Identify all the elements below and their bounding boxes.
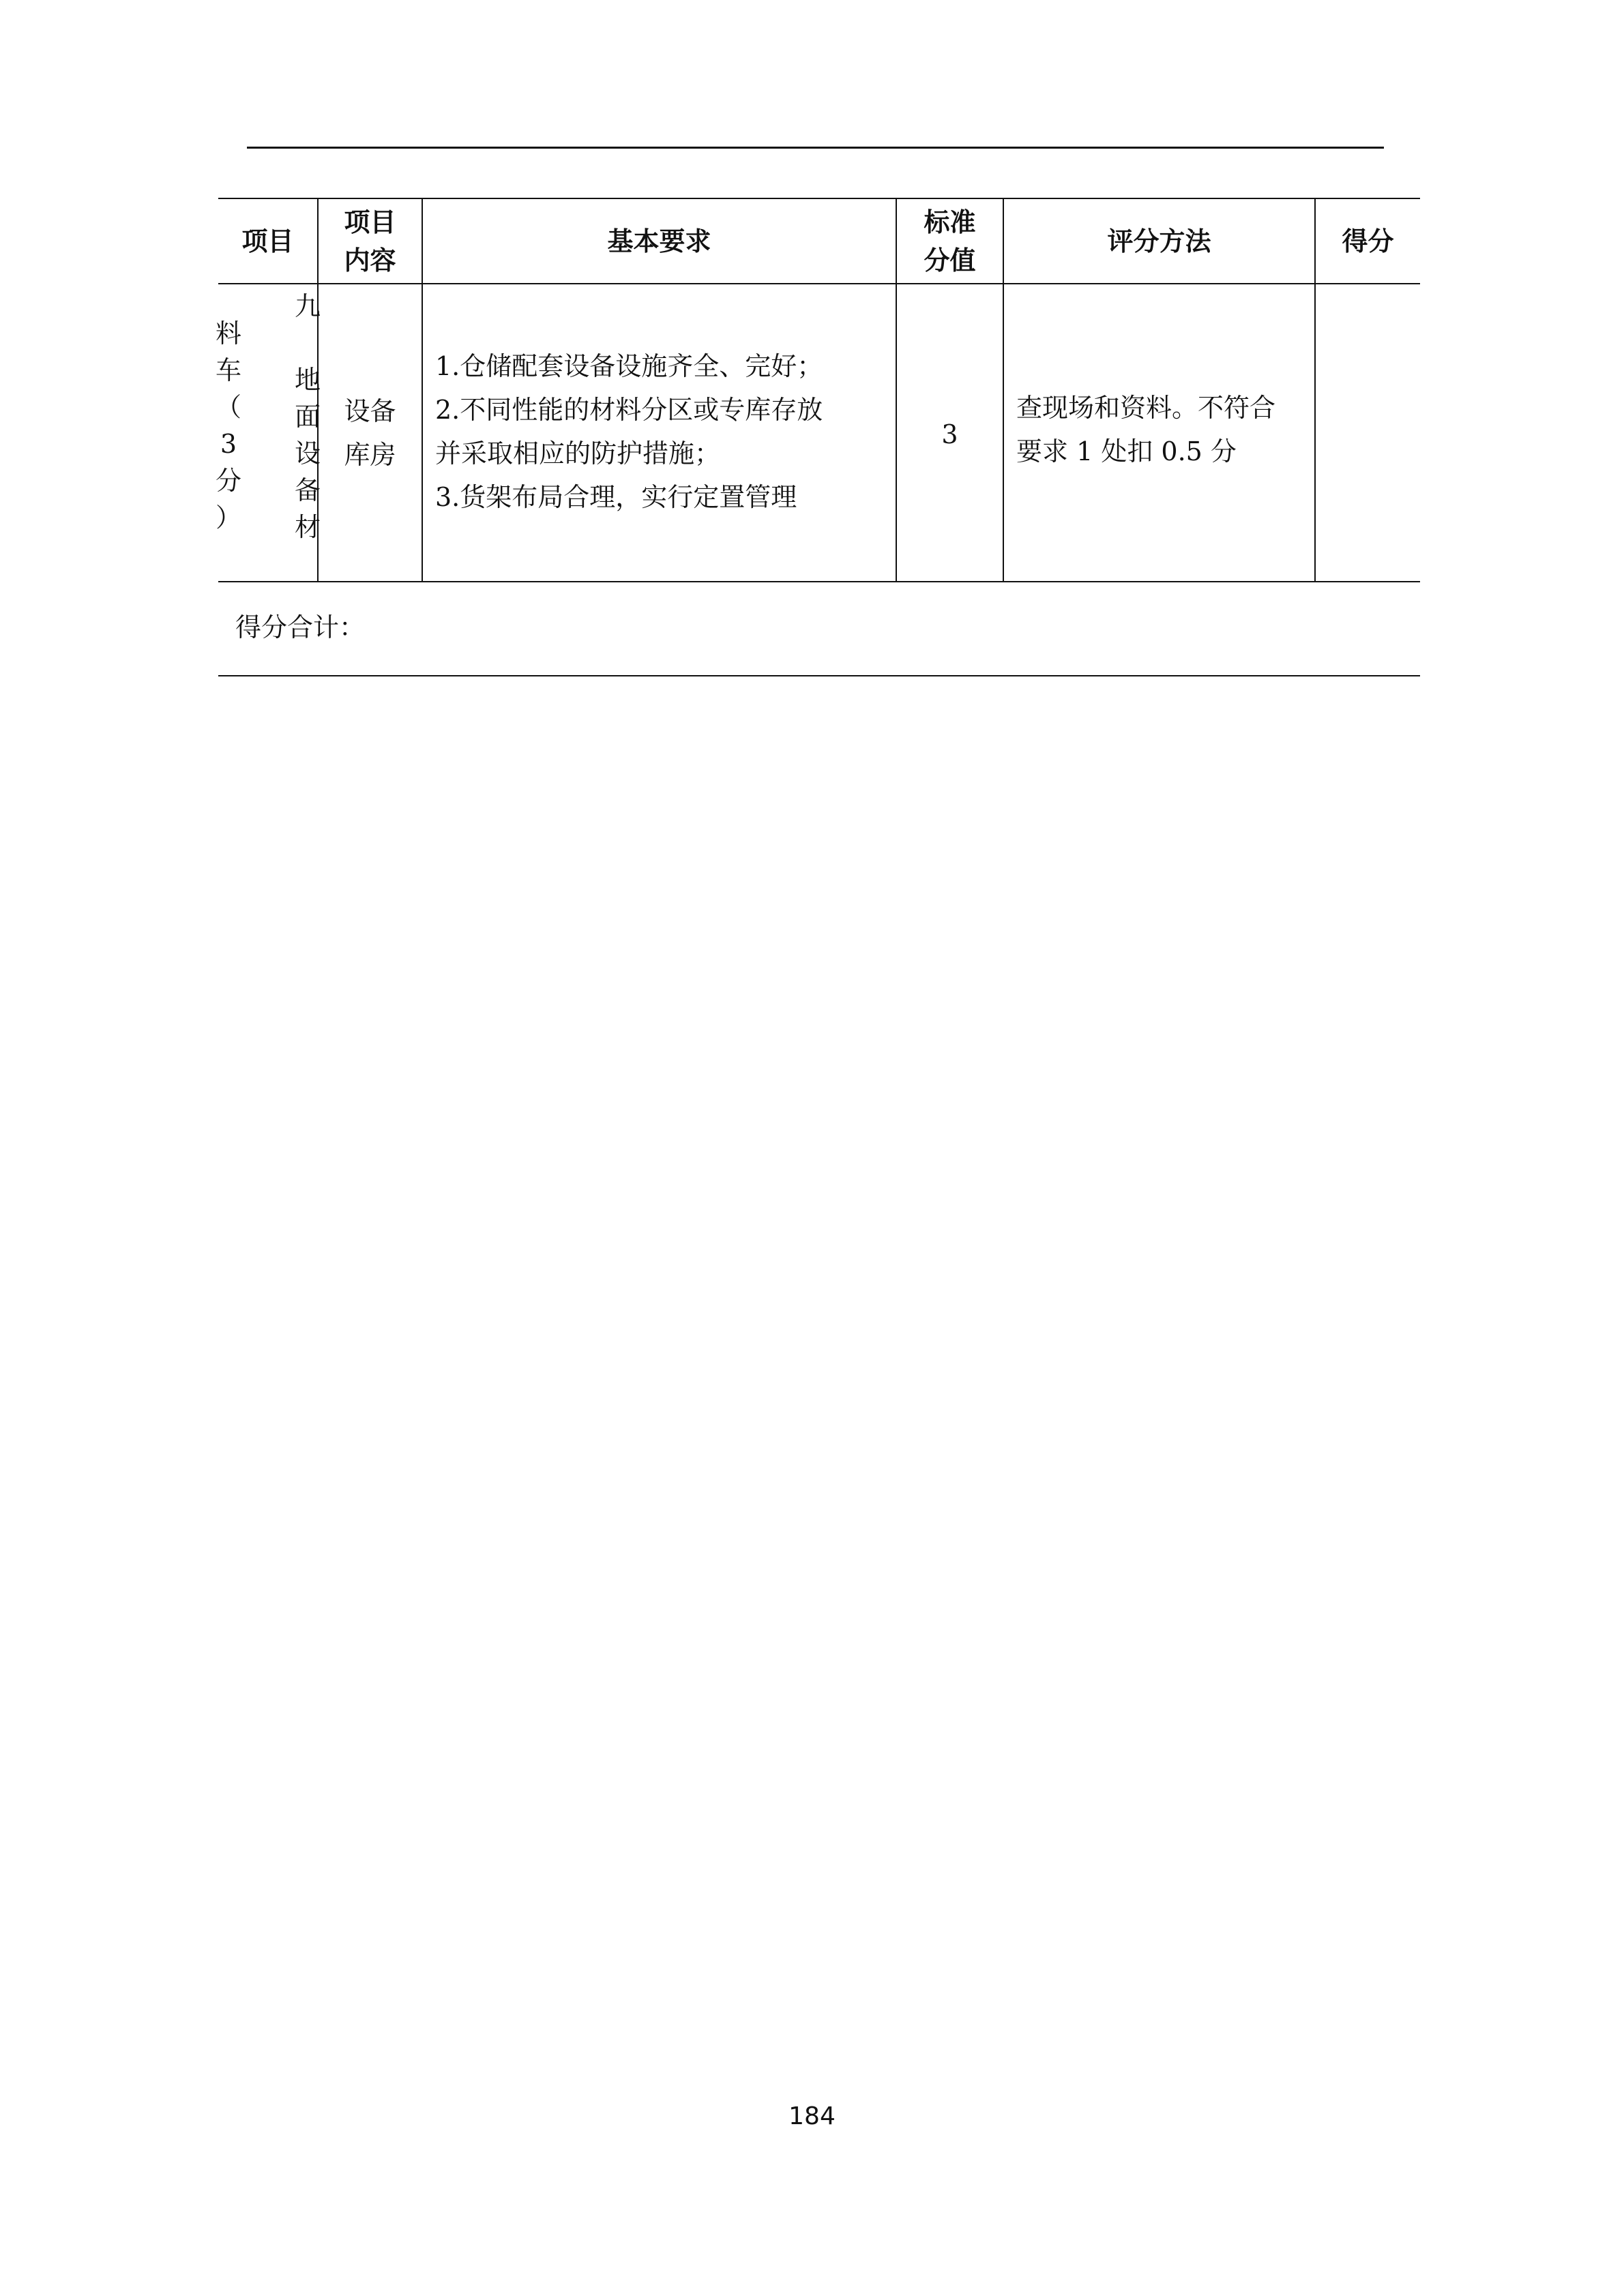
requirement-line: 并采取相应的防护措施； <box>435 438 721 468</box>
requirement-line: 3.货架布局合理，实行定置管理 <box>435 482 797 512</box>
header-scoring-method <box>1004 199 1314 283</box>
header-scoring-method-label: 评分方法 <box>1107 226 1211 256</box>
score-cell[interactable] <box>1316 284 1420 581</box>
item-char: 3 <box>220 429 237 459</box>
page-header-rule <box>247 147 1384 149</box>
item-char: 材 <box>295 512 321 542</box>
item-char: 料 <box>215 318 241 348</box>
header-item-label: 项目 <box>241 226 294 256</box>
scoring-method-text <box>1016 386 1316 473</box>
page-number: 184 <box>788 2102 836 2130</box>
requirement-line: 2.不同性能的材料分区或专库存放 <box>435 395 823 425</box>
item-char: 九 <box>295 291 321 321</box>
standard-score-cell <box>897 284 1003 581</box>
header-item <box>218 199 317 283</box>
item-char: （ <box>215 392 241 422</box>
scoring-method-line: 要求 1 处扣 0.5 分 <box>1016 436 1237 466</box>
scoring-method-line: 查现场和资料。不符合 <box>1016 393 1276 423</box>
requirements-list <box>435 344 892 519</box>
header-item-content-line2: 内容 <box>344 245 396 275</box>
item-char: 备 <box>295 475 321 505</box>
header-standard-score-line1: 标准 <box>924 207 976 237</box>
item-char: 分 <box>215 466 241 496</box>
header-item-content-line1: 项目 <box>344 207 396 237</box>
table-row-bottom-border <box>218 581 1420 582</box>
item-char: ） <box>215 503 241 533</box>
header-standard-score-line2: 分值 <box>924 245 976 275</box>
item-char <box>295 325 317 361</box>
requirement-line: 1.仓储配套设备设施齐全、完好； <box>435 351 823 381</box>
item-content-line2: 库房 <box>344 439 396 470</box>
item-vertical-text-right <box>295 288 321 546</box>
header-standard-score <box>897 199 1003 283</box>
header-score <box>1316 199 1420 283</box>
item-char: 设 <box>295 438 321 468</box>
item-char: 车 <box>215 355 241 385</box>
header-basic-requirements-label: 基本要求 <box>607 226 711 256</box>
item-char: 地 <box>295 365 321 395</box>
header-item-content <box>319 199 422 283</box>
item-vertical-text-left <box>213 315 244 536</box>
table-bottom-border <box>218 675 1420 676</box>
total-score-label: 得分合计： <box>235 612 366 642</box>
header-basic-requirements <box>423 199 896 283</box>
header-score-label: 得分 <box>1342 226 1394 256</box>
item-content-cell <box>319 284 422 581</box>
standard-score-value: 3 <box>941 419 958 449</box>
item-char: 面 <box>295 402 321 432</box>
item-content-line1: 设备 <box>344 396 396 426</box>
